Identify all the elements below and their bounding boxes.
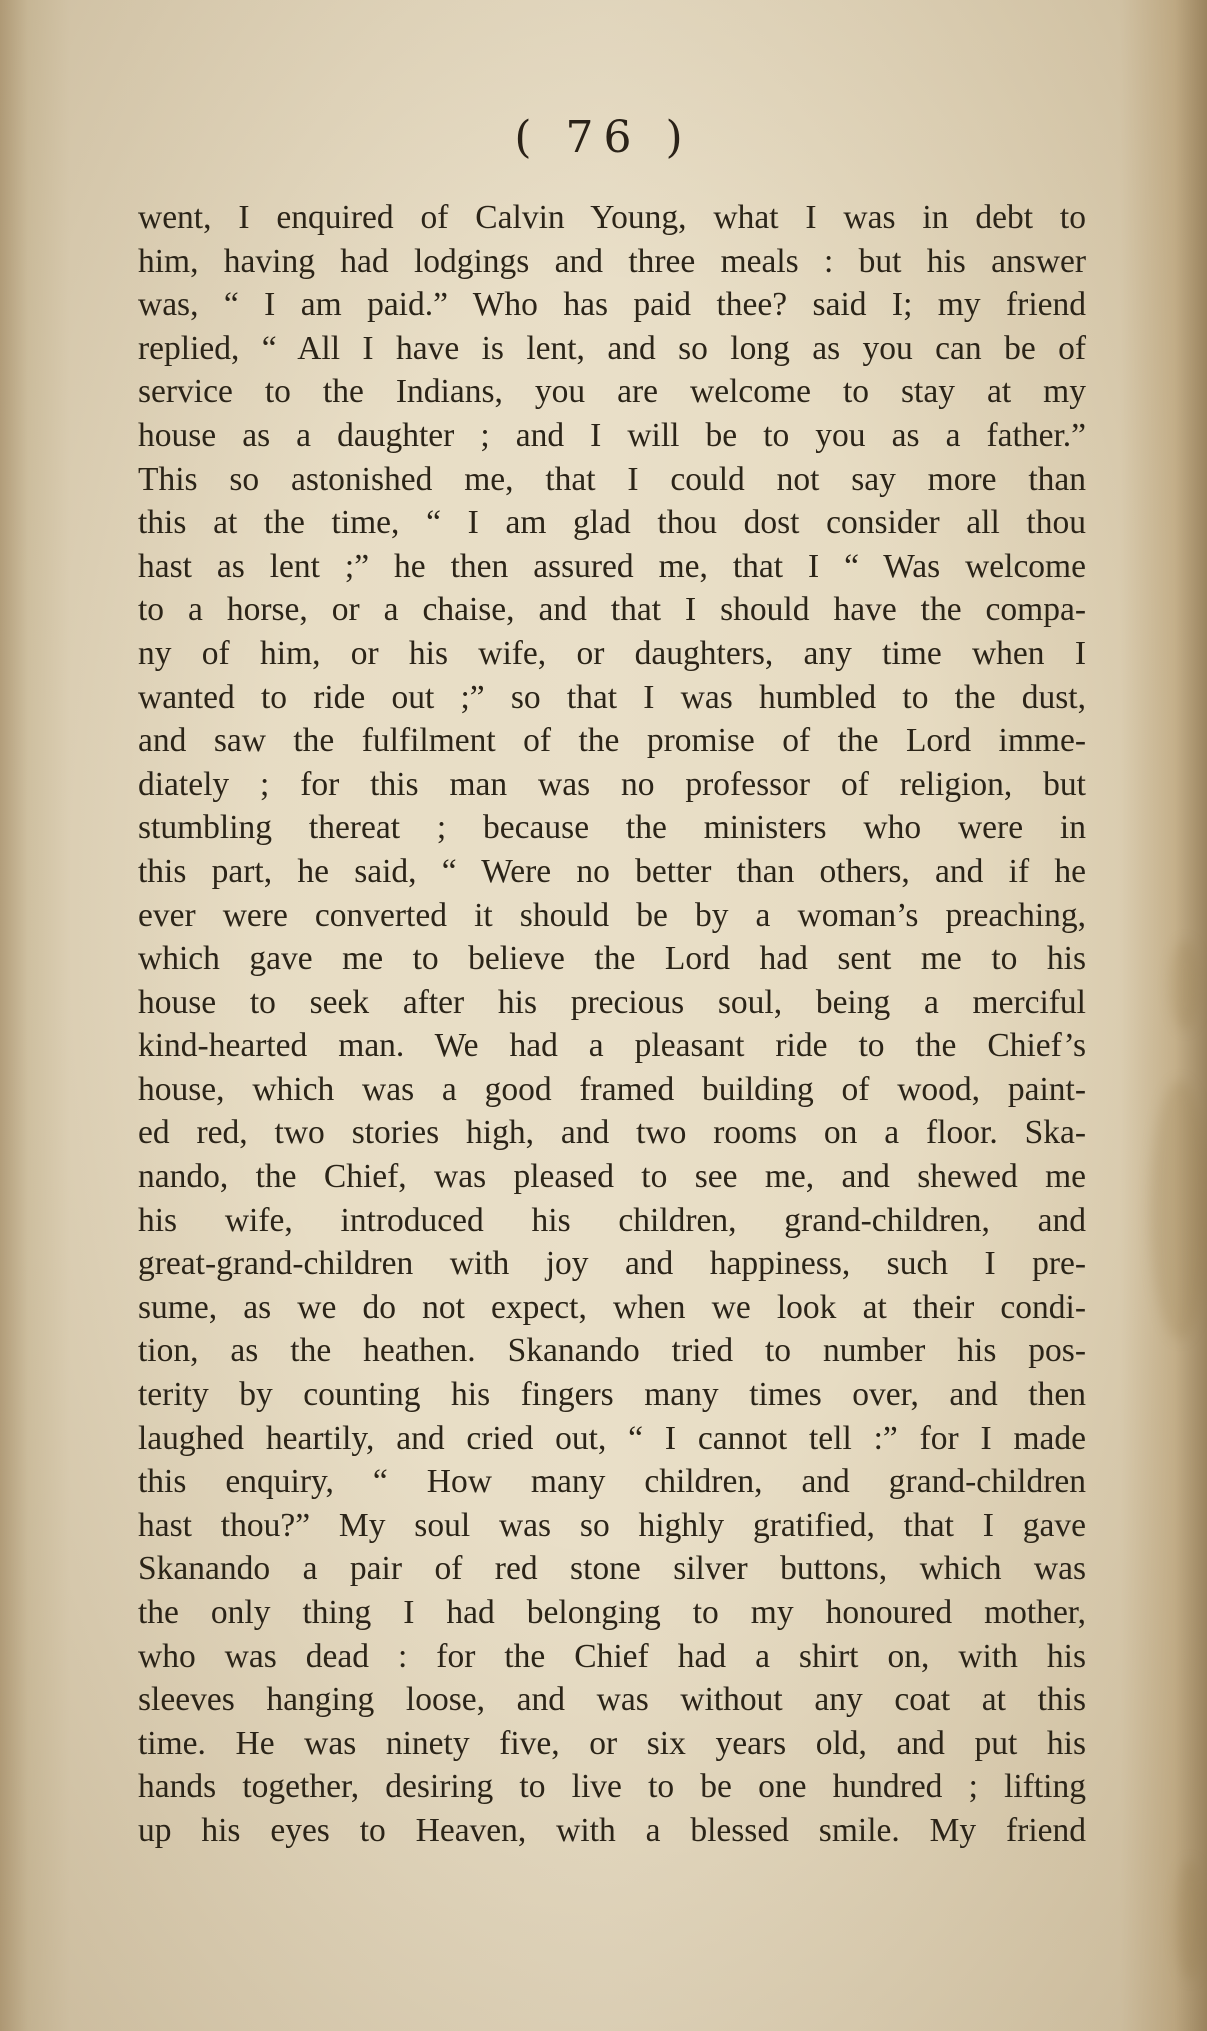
text-line: hast as lent ;” he then assured me, that I “ Was welcome [138,547,1086,585]
text-line: up his eyes to Heaven, with a blessed smile. My friend [138,1811,1086,1849]
text-line: nando, the Chief, was pleased to see me, and shewed me [138,1158,1086,1196]
text-line: this part, he said, “ Were no better than others, and if he [138,852,1086,890]
text-line: hast thou?” My soul was so highly gratified, that I gave [138,1506,1086,1544]
text-line: ever were converted it should be by a woman’s preaching, [138,896,1086,934]
text-line: diately ; for this man was no professor of religion, but [138,765,1086,803]
text-line: went, I enquired of Calvin Young, what I was in debt to [138,199,1086,236]
text-line: terity by counting his fingers many times over, and then [138,1376,1086,1414]
text-line: great-grand-children with joy and happiness, such I pre- [138,1245,1086,1283]
text-line: who was dead : for the Chief had a shirt on, with his [138,1637,1086,1675]
text-line: house as a daughter ; and I will be to you as a father.” [138,416,1086,454]
text-line: hands together, desiring to live to be one hundred ; lifting [138,1768,1086,1806]
text-line: sleeves hanging loose, and was without any coat at this [138,1681,1086,1719]
text-line: time. He was ninety five, or six years old, and put his [138,1724,1086,1762]
text-line: wanted to ride out ;” so that I was humbled to the dust, [138,678,1086,716]
text-line: ed red, two stories high, and two rooms on a floor. Ska- [138,1114,1086,1152]
text-line: tion, as the heathen. Skanando tried to number his pos- [138,1332,1086,1370]
text-line: this at the time, “ I am glad thou dost consider all thou [138,504,1086,542]
body-text [138,196,1086,1853]
text-line: ny of him, or his wife, or daughters, any time when I [138,634,1086,672]
text-line: was, “ I am paid.” Who has paid thee? said I; my friend [138,286,1086,324]
text-line: Skanando a pair of red stone silver buttons, which was [138,1550,1086,1588]
text-line: laughed heartily, and cried out, “ I cannot tell :” for I made [138,1419,1086,1457]
text-line: replied, “ All I have is lent, and so long as you can be of [138,329,1086,367]
text-line: to a horse, or a chaise, and that I should have the compa- [138,591,1086,629]
text-line: sume, as we do not expect, when we look at their condi- [138,1288,1086,1326]
paper-stain [1175,1860,1205,1980]
text-line: this enquiry, “ How many children, and grand-children [138,1463,1086,1501]
text-line: This so astonished me, that I could not say more than [138,460,1086,498]
text-line: his wife, introduced his children, grand-children, and [138,1201,1086,1239]
text-line: the only thing I had belonging to my honoured mother, [138,1594,1086,1631]
text-line: him, having had lodgings and three meals : but his answer [138,242,1086,280]
text-line: and saw the fulfilment of the promise of the Lord imme- [138,722,1086,760]
text-line: house, which was a good framed building of wood, paint- [138,1070,1086,1108]
text-line: which gave me to believe the Lord had sent me to his [138,940,1086,978]
text-line: house to seek after his precious soul, being a merciful [138,983,1086,1021]
text-line: kind-hearted man. We had a pleasant ride to the Chief’s [138,1027,1086,1065]
paper-stain [1150,1080,1207,1340]
page-number: ( 76 ) [514,112,693,163]
text-line: service to the Indians, you are welcome to stay at my [138,373,1086,411]
text-line: stumbling thereat ; because the ministers who were in [138,809,1086,847]
paper-stain [1170,940,1200,1030]
